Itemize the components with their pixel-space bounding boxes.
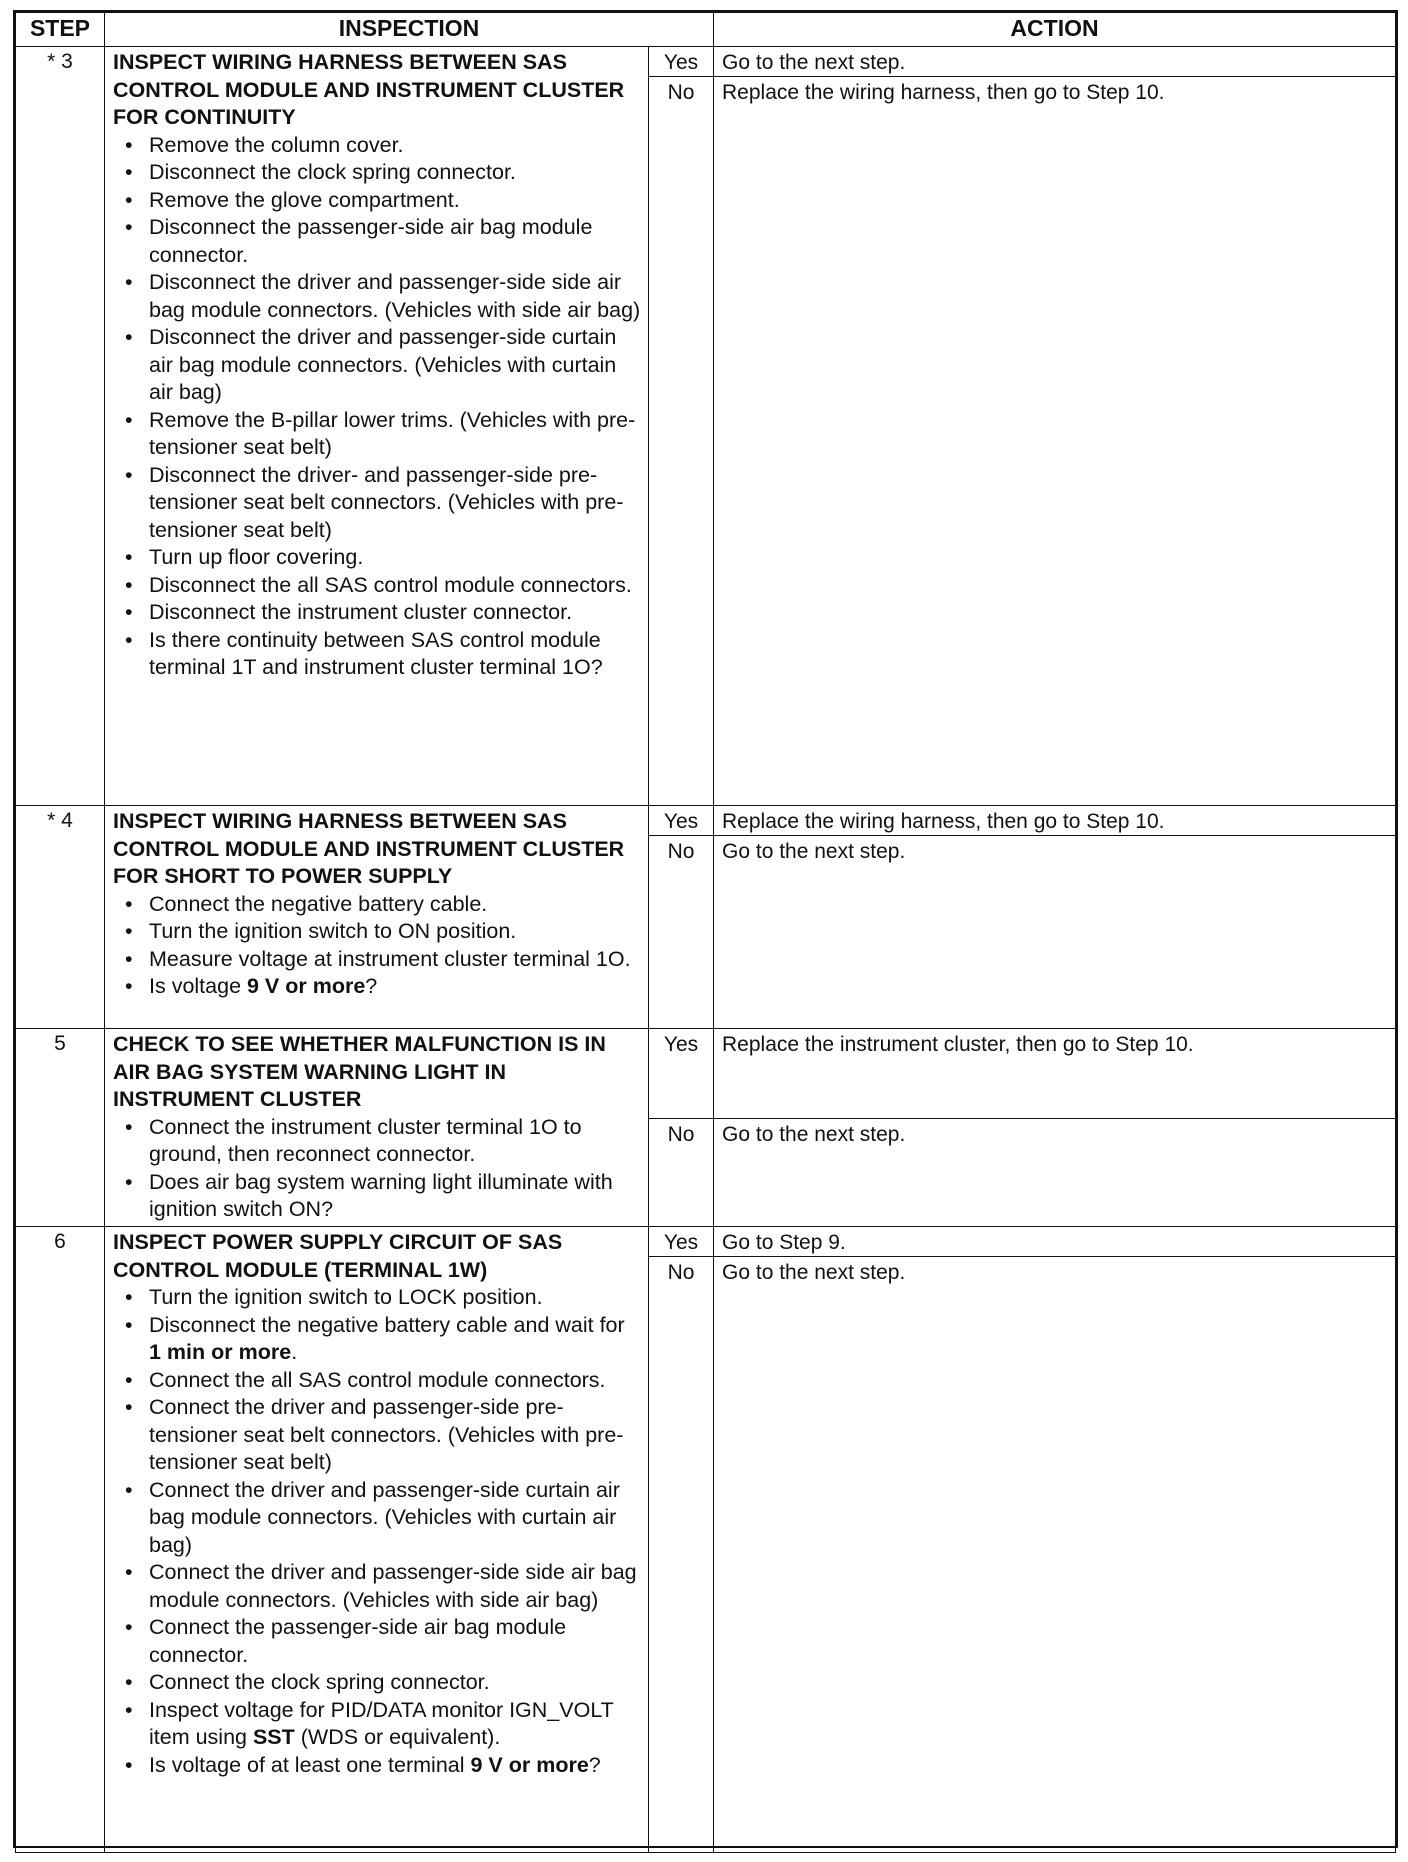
step-5-inspection: [105, 1029, 649, 1227]
step-number: * 4: [16, 806, 105, 1029]
text-part: ?: [365, 974, 378, 998]
list-item: • Disconnect the clock spring connector.: [113, 159, 642, 187]
no-action: Go to the next step.: [714, 1119, 1396, 1227]
list-item: • Connect the clock spring connector.: [113, 1669, 642, 1697]
step-6-inspection: [105, 1227, 649, 1853]
text-part: (WDS or equivalent).: [294, 1725, 501, 1749]
list-item: • Turn the ignition switch to ON position.: [113, 918, 642, 946]
list-item: • Connect the driver and passenger-side side air bag module connectors. (Vehicles with side air bag): [113, 1559, 642, 1614]
yes-label: Yes: [649, 1227, 714, 1257]
list-item: [113, 1312, 642, 1367]
step-number: * 3: [16, 47, 105, 806]
step-title: INSPECT WIRING HARNESS BETWEEN SAS CONTROL MODULE AND INSTRUMENT CLUSTER FOR SHORT TO POWER SUPPLY: [113, 809, 625, 888]
list-item: • Is there continuity between SAS control module terminal 1T and instrument cluster terminal 1O?: [113, 627, 642, 682]
list-item: • Connect the negative battery cable.: [113, 891, 642, 919]
list-item: • Does air bag system warning light illuminate with ignition switch ON?: [113, 1169, 642, 1224]
list-item: • Remove the glove compartment.: [113, 187, 642, 215]
list-item: [113, 973, 642, 1001]
step-6-yes-row: [16, 1227, 1396, 1257]
yes-action: Replace the instrument cluster, then go to Step 10.: [714, 1029, 1396, 1119]
list-item: • Connect the driver and passenger-side curtain air bag module connectors. (Vehicles with curtain air bag): [113, 1477, 642, 1560]
no-action: Go to the next step.: [714, 1257, 1396, 1853]
step-title: CHECK TO SEE WHETHER MALFUNCTION IS IN AIR BAG SYSTEM WARNING LIGHT IN INSTRUMENT CLUSTER: [113, 1032, 606, 1111]
step-title: INSPECT POWER SUPPLY CIRCUIT OF SAS CONTROL MODULE (TERMINAL 1W): [113, 1230, 563, 1282]
no-label: No: [649, 836, 714, 1029]
list-item: [113, 1752, 642, 1780]
no-label: No: [649, 1257, 714, 1853]
list-item: • Disconnect the all SAS control module connectors.: [113, 572, 642, 600]
tool-name: SST: [252, 1725, 295, 1749]
list-item: • Connect the instrument cluster terminal 1O to ground, then reconnect connector.: [113, 1114, 642, 1169]
no-action: Replace the wiring harness, then go to Step 10.: [714, 77, 1396, 806]
inspection-header: INSPECTION: [105, 13, 714, 47]
yes-action: Replace the wiring harness, then go to Step 10.: [714, 806, 1396, 836]
spec-value: 9 V or more: [470, 1752, 589, 1777]
troubleshooting-table: [13, 10, 1398, 1848]
no-label: No: [649, 1119, 714, 1227]
step-4-items: [113, 891, 642, 1001]
list-item: • Measure voltage at instrument cluster terminal 1O.: [113, 946, 642, 974]
step-5-yes-row: [16, 1029, 1396, 1119]
step-number: 5: [16, 1029, 105, 1227]
list-item: • Disconnect the driver- and passenger-side pre-tensioner seat belt connectors. (Vehicles with pre-tensioner seat belt): [113, 462, 642, 545]
yes-action: Go to the next step.: [714, 47, 1396, 77]
list-item: • Connect the all SAS control module connectors.: [113, 1367, 642, 1395]
step-3-inspection: [105, 47, 649, 806]
list-item: • Disconnect the driver and passenger-side side air bag module connectors. (Vehicles with side air bag): [113, 269, 642, 324]
text-part: Is voltage: [149, 974, 247, 998]
no-action: Go to the next step.: [714, 836, 1396, 1029]
text-part: Is voltage of at least one terminal: [149, 1752, 471, 1777]
step-6-items: [113, 1284, 642, 1779]
list-item: • Remove the column cover.: [113, 132, 642, 160]
spec-value: 1 min or more: [149, 1340, 292, 1364]
list-item: • Turn the ignition switch to LOCK position.: [113, 1284, 642, 1312]
step-title: INSPECT WIRING HARNESS BETWEEN SAS CONTROL MODULE AND INSTRUMENT CLUSTER FOR CONTINUITY: [113, 50, 625, 129]
text-part: .: [291, 1340, 298, 1364]
list-item: • Remove the B-pillar lower trims. (Vehicles with pre-tensioner seat belt): [113, 407, 642, 462]
yes-label: Yes: [649, 1029, 714, 1119]
list-item: • Disconnect the driver and passenger-side curtain air bag module connectors. (Vehicles with curtain air bag): [113, 324, 642, 407]
step-5-items: [113, 1114, 642, 1224]
list-item: • Connect the driver and passenger-side pre-tensioner seat belt connectors. (Vehicles with pre-tensioner seat belt): [113, 1394, 642, 1477]
text-part: Disconnect the negative battery cable and wait for: [149, 1312, 625, 1337]
list-item: [113, 1697, 642, 1752]
step-3-yes-row: [16, 47, 1396, 77]
step-number: 6: [16, 1227, 105, 1853]
step-4-yes-row: [16, 806, 1396, 836]
yes-action: Go to Step 9.: [714, 1227, 1396, 1257]
action-header: ACTION: [714, 13, 1396, 47]
list-item: • Disconnect the instrument cluster connector.: [113, 599, 642, 627]
text-part: Inspect voltage for PID/DATA monitor IGN_VOLT item using: [149, 1697, 614, 1749]
step-3-items: [113, 132, 642, 682]
yes-label: Yes: [649, 806, 714, 836]
list-item: • Disconnect the passenger-side air bag module connector.: [113, 214, 642, 269]
no-label: No: [649, 77, 714, 806]
step-4-inspection: [105, 806, 649, 1029]
spec-value: 9 V or more: [247, 974, 366, 998]
list-item: • Connect the passenger-side air bag module connector.: [113, 1614, 642, 1669]
header-row: [16, 13, 1396, 47]
yes-label: Yes: [649, 47, 714, 77]
step-header: STEP: [16, 13, 105, 47]
list-item: • Turn up floor covering.: [113, 544, 642, 572]
text-part: ?: [588, 1752, 601, 1777]
